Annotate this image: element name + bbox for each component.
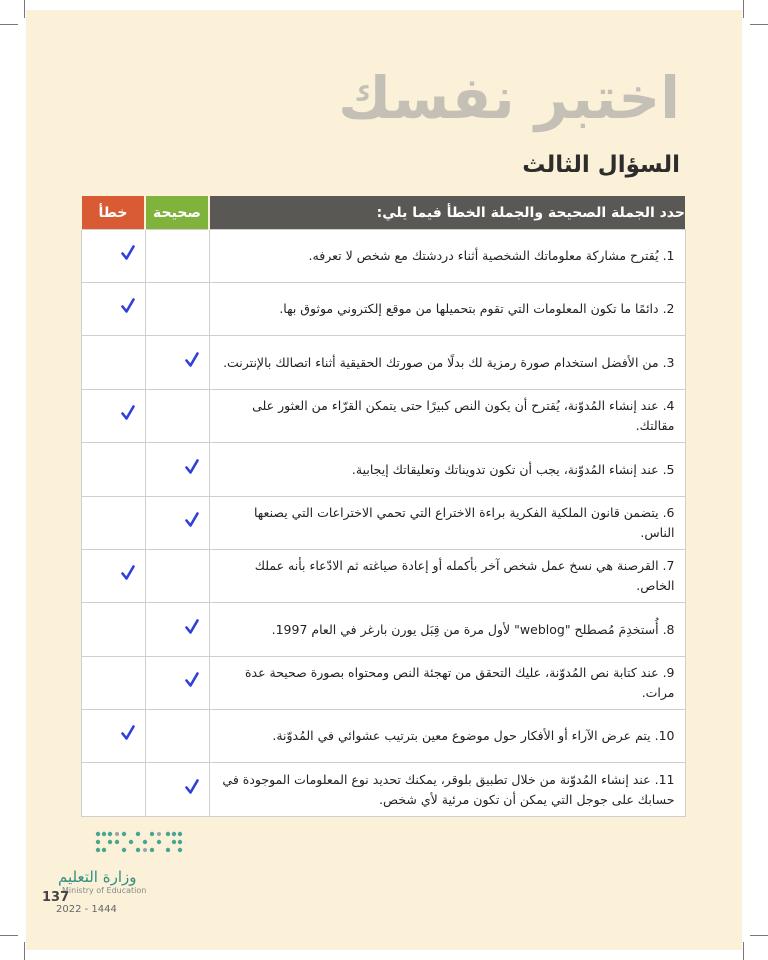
false-cell[interactable] xyxy=(81,657,145,710)
question-text: 1. يُقترح مشاركة معلوماتك الشخصية أثناء دردشتك مع شخص لا تعرفه. xyxy=(308,248,675,263)
table-row xyxy=(81,283,685,336)
true-cell[interactable] xyxy=(145,390,209,443)
true-cell[interactable] xyxy=(145,283,209,336)
checkmark-icon xyxy=(185,352,199,368)
ministry-logo-icon xyxy=(94,830,184,860)
question-cell xyxy=(209,657,685,710)
checkmark-icon xyxy=(185,512,199,528)
question-cell xyxy=(209,763,685,817)
false-cell[interactable] xyxy=(81,283,145,336)
page-number: 137 xyxy=(42,890,70,905)
question-heading: السؤال الثالث xyxy=(522,152,680,178)
table-row xyxy=(81,657,685,710)
question-text: 3. من الأفضل استخدام صورة رمزية لك بدلًا من صورتك الحقيقية أثناء اتصالك بالإنترنت. xyxy=(223,354,675,370)
edition-year: 2022 - 1444 xyxy=(56,904,117,915)
question-text: 2. دائمًا ما تكون المعلومات التي تقوم بتحميلها من موقع إلكتروني موثوق بها. xyxy=(279,301,675,316)
false-cell[interactable] xyxy=(81,336,145,390)
table-row xyxy=(81,603,685,657)
ministry-name-english: Ministry of Education xyxy=(62,886,147,895)
true-cell[interactable] xyxy=(145,763,209,817)
header-true: صحيحة xyxy=(145,196,209,230)
crop-mark xyxy=(24,942,25,960)
checkmark-icon xyxy=(121,298,135,314)
crop-mark xyxy=(743,942,744,960)
crop-mark xyxy=(0,935,18,936)
table-row xyxy=(81,550,685,603)
false-cell[interactable] xyxy=(81,763,145,817)
table-row xyxy=(81,763,685,817)
table-row xyxy=(81,443,685,497)
false-cell[interactable] xyxy=(81,550,145,603)
true-cell[interactable] xyxy=(145,497,209,550)
question-text: 11. عند إنشاء المُدوّنة من خلال تطبيق بلوقر، يمكنك تحديد نوع المعلومات الموجودة في حسابك على جوجل التي يمكن أن تكون مرئية لأي شخص. xyxy=(222,771,675,807)
question-text: 6. يتضمن قانون الملكية الفكرية براءة الاختراع التي تحمي الاختراعات التي يصنعها الناس. xyxy=(253,505,675,540)
true-cell[interactable] xyxy=(145,710,209,763)
false-cell[interactable] xyxy=(81,603,145,657)
checkmark-icon xyxy=(121,725,135,741)
header-false: خطأ xyxy=(81,196,145,230)
table-row xyxy=(81,390,685,443)
question-text: 10. يتم عرض الآراء أو الأفكار حول موضوع معين بترتيب عشوائي في المُدوّنة. xyxy=(272,728,675,743)
checkmark-icon xyxy=(121,245,135,261)
page-title: اختبر نفسك xyxy=(338,64,680,132)
checkmark-icon xyxy=(185,672,199,688)
table-row xyxy=(81,497,685,550)
question-cell xyxy=(209,497,685,550)
true-cell[interactable] xyxy=(145,336,209,390)
question-cell xyxy=(209,230,685,283)
question-cell xyxy=(209,603,685,657)
question-text: 8. أُستخدِمَ مُصطلح "weblog" لأول مرة من قِبَل يورن بارغر في العام 1997. xyxy=(271,621,675,637)
question-cell xyxy=(209,443,685,497)
crop-mark xyxy=(750,24,768,25)
checkmark-icon xyxy=(121,405,135,421)
checkmark-icon xyxy=(185,459,199,475)
true-cell[interactable] xyxy=(145,550,209,603)
false-cell[interactable] xyxy=(81,230,145,283)
false-cell[interactable] xyxy=(81,497,145,550)
header-question: حدد الجملة الصحيحة والجملة الخطأ فيما يلي: xyxy=(209,196,685,230)
question-text: 5. عند إنشاء المُدوّنة، يجب أن تكون تدويناتك وتعليقاتك إيجابية. xyxy=(351,461,675,477)
question-text: 7. القرصنة هي نسخ عمل شخص آخر بأكمله أو إعادة صياغته ثم الادّعاء بأنه عملك الخاص. xyxy=(254,558,675,593)
table-row xyxy=(81,710,685,763)
question-text: 9. عند كتابة نص المُدوّنة، عليك التحقق من تهجئة النص ومحتواه بصورة صحيحة عدة مرات. xyxy=(244,665,675,700)
table-row xyxy=(81,230,685,283)
false-cell[interactable] xyxy=(81,443,145,497)
question-cell xyxy=(209,710,685,763)
false-cell[interactable] xyxy=(81,390,145,443)
false-cell[interactable] xyxy=(81,710,145,763)
crop-mark xyxy=(750,935,768,936)
crop-mark xyxy=(0,24,18,25)
checkmark-icon xyxy=(185,619,199,635)
question-text: 4. عند إنشاء المُدوّنة، يُقترح أن يكون النص كبيرًا حتى يتمكن القرّاء من العثور على مقالتك. xyxy=(252,398,675,433)
true-false-table xyxy=(80,196,686,817)
true-cell[interactable] xyxy=(145,657,209,710)
true-cell[interactable] xyxy=(145,443,209,497)
question-cell xyxy=(209,336,685,390)
checkmark-icon xyxy=(185,779,199,795)
true-cell[interactable] xyxy=(145,603,209,657)
question-cell xyxy=(209,283,685,336)
question-cell xyxy=(209,390,685,443)
ministry-name-arabic: وزارة التعليم xyxy=(58,868,137,886)
true-cell[interactable] xyxy=(145,230,209,283)
crop-mark xyxy=(743,0,744,18)
crop-mark xyxy=(24,0,25,18)
checkmark-icon xyxy=(121,565,135,581)
table-header-row xyxy=(81,196,685,230)
question-cell xyxy=(209,550,685,603)
table-row xyxy=(81,336,685,390)
